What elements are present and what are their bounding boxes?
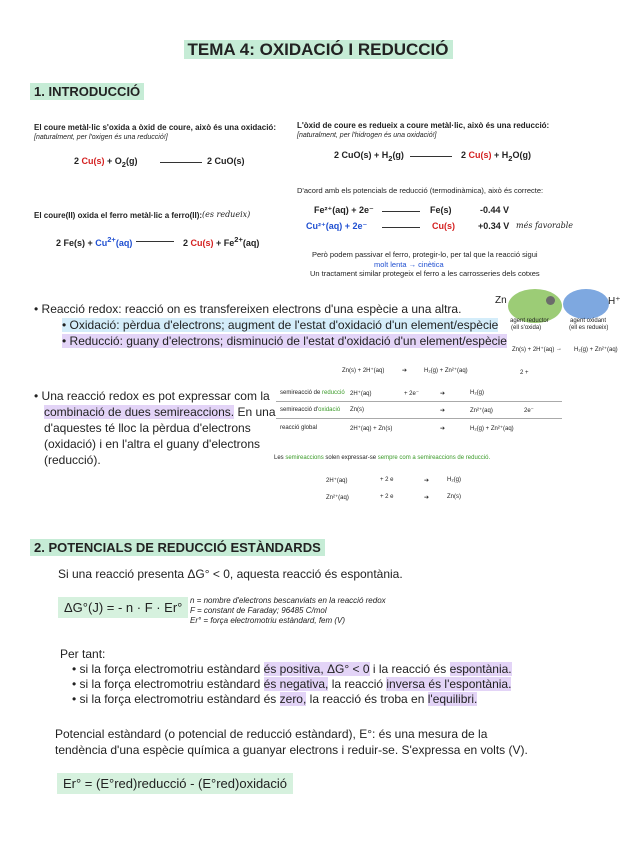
- equation-fe-cu: 2 $Fe(s) + Cu^{2+}(aq)$: [56, 235, 133, 248]
- table-divider: [276, 418, 562, 419]
- semireactions-note: Les semireaccions solen expressar-se sempre com a semireaccions de reducció.: [274, 455, 491, 461]
- potential-fe-rhs: Fe(s): [430, 205, 452, 215]
- row2-arrow: ➔: [440, 408, 446, 414]
- semi-text-2: combinació de dues semireaccions. En una: [44, 405, 276, 419]
- section-1-heading: 1. INTRODUCCIÓ: [30, 84, 144, 99]
- diagram-eq-right: H₂(g) + Zn²⁺(aq): [574, 347, 618, 353]
- section-2-heading: 2. POTENCIALS DE REDUCCIÓ ESTÀNDARDS: [30, 540, 325, 555]
- spontaneous-intro: Si una reacció presenta ΔG° < 0, aquesta reacció és espontània.: [58, 567, 403, 581]
- row2-c: Zn²⁺(aq): [470, 408, 493, 414]
- standard-potential-def-2: tendència d'una espècie química a guanyar electrons i reduir-se. S'expressa en volts (V).: [55, 743, 528, 757]
- semi-text-4: (oxidació) i en l'altra el guany d'electrons: [44, 437, 261, 451]
- bullet-negative: • si la força electromotriu estàndard és negativa, la reacció inversa és l'espontània.: [72, 677, 512, 691]
- table-top-left: Zn(s) + 2H⁺(aq): [342, 368, 385, 374]
- agent-oxidant-sub: (ell es redueix): [569, 325, 609, 331]
- half-1-arrow: ➔: [424, 478, 430, 484]
- n-definition: n = nombre d'electrons bescanviats en la reacció redox: [190, 596, 386, 605]
- equation-fe-cu-products: 2 $Cu(s) + Fe^{2+}(aq)$: [183, 235, 260, 248]
- equation-cu-oxidation: 2 $Cu(s) + O_2(g)$: [74, 156, 138, 169]
- electron-dot: [546, 296, 555, 305]
- potential-cu-value: +0.34 V: [478, 221, 510, 231]
- half-1-right: H₂(g): [447, 477, 461, 483]
- h-label: H⁺: [608, 296, 621, 307]
- row3-c: H₂(g) + Zn²⁺(aq): [470, 426, 514, 432]
- half-1-left: 2H⁺(aq): [326, 478, 348, 484]
- half-1-mid: + 2 e: [380, 477, 394, 483]
- potential-fe-lhs: Fe²⁺(aq) + 2e⁻: [314, 205, 374, 215]
- zn-label: Zn: [495, 295, 507, 306]
- half-2-right: Zn(s): [447, 494, 461, 500]
- gibbs-formula: ΔG°(J) = - n · F · Er°: [58, 597, 188, 618]
- half-2-arrow: ➔: [424, 495, 430, 501]
- cuo-reduction-text: L'òxid de coure es redueix a coure metàl·lic, això és una reducció:: [297, 121, 550, 130]
- row3-label: reacció global: [280, 425, 318, 431]
- page-title: TEMA 4: OXIDACIÓ I REDUCCIÓ: [0, 40, 636, 60]
- standard-potential-def-1: Potencial estàndard (o potencial de reducció estàndard), E°: és una mesura de la: [55, 727, 488, 741]
- row1-a: 2H⁺(aq): [350, 391, 372, 397]
- equation-cu-product: 2 CuO(s): [207, 156, 245, 166]
- reduction-definition: • Reducció: guany d'electrons; disminució de l'estat d'oxidació d'un element/espècie: [62, 334, 507, 348]
- diagram-eq-left: Zn(s) + 2H⁺(aq): [512, 347, 555, 353]
- copper-oxidation-text: El coure metàl·lic s'oxida a òxid de coure, això és una oxidació:: [34, 123, 276, 132]
- oxidation-definition: • Oxidació: pèrdua d'electrons; augment de l'estat d'oxidació d'un element/espècie: [62, 318, 499, 332]
- agent-reductor-sub: (ell s'oxida): [511, 325, 542, 331]
- f-definition: F = constant de Faraday; 96485 C/mol: [190, 606, 327, 615]
- arrow: [160, 162, 202, 163]
- row2-d: 2e⁻: [524, 408, 534, 414]
- passivate-text: Però podem passivar el ferro, protegir-lo, per tal que la reacció sigui: [312, 250, 538, 259]
- equation-cuo-reduction: 2 $CuO(s) + H_2(g)$: [334, 150, 404, 163]
- e-definition: Er° = força electromotriu estàndard, fem (V): [190, 616, 346, 625]
- diagram-zn-plus: 2 +: [520, 370, 529, 376]
- handwritten-note: (es redueix): [202, 210, 251, 219]
- kinetics-text: molt lenta → cinètica: [374, 260, 444, 269]
- row2-label: semireacció d'oxidació: [280, 407, 341, 413]
- table-divider: [276, 401, 562, 402]
- bullet-zero: • si la força electromotriu estàndard és zero, la reacció és troba en l'equilibri.: [72, 692, 478, 706]
- per-tant: Per tant:: [60, 647, 106, 661]
- agent-oxidant: agent oxidant: [570, 318, 607, 324]
- car-bodies-text: Un tractament similar protegeix el ferro a les carrosseries dels cotxes: [310, 269, 540, 278]
- semi-text-1: • Una reacció redox es pot expressar com la: [34, 389, 270, 403]
- arrow: [382, 211, 420, 212]
- copper-iron-text: El coure(II) oxida el ferro metàl·lic a ferro(II):: [34, 211, 203, 220]
- potential-cu-rhs: Cu(s): [432, 221, 455, 231]
- agent-reductor: agent reductor: [510, 318, 549, 324]
- emf-formula: Er° = (E°red)reducció - (E°red)oxidació: [57, 773, 293, 794]
- cuo-reduction-note: [naturalment, per l'hidrogen és una oxidació!]: [297, 132, 437, 139]
- arrow: [136, 241, 174, 242]
- half-2-mid: + 2 e: [380, 494, 394, 500]
- semi-text-5: (reducció).: [44, 453, 101, 467]
- potentials-intro: D'acord amb els potencials de reducció (termodinàmica), això és correcte:: [297, 186, 544, 195]
- row1-arrow: ➔: [440, 391, 446, 397]
- row2-a: Zn(s): [350, 407, 364, 413]
- arrow: [410, 156, 452, 157]
- row1-label: semireacció de reducció: [280, 390, 345, 396]
- semi-text-3: d'aquestes té lloc la pèrdua d'electrons: [44, 421, 251, 435]
- diagram-arrow: →: [556, 346, 562, 352]
- table-top-arrow: ➔: [402, 368, 408, 374]
- row3-arrow: ➔: [440, 426, 446, 432]
- potential-cu-lhs: Cu²⁺(aq) + 2e⁻: [306, 221, 368, 231]
- bullet-positive: • si la força electromotriu estàndard és positiva, ΔG° < 0 i la reacció és espontània.: [72, 662, 512, 676]
- copper-oxidation-note: [naturalment, per l'oxigen és una reducció!]: [34, 134, 168, 141]
- half-2-left: Zn²⁺(aq): [326, 495, 349, 501]
- row3-a: 2H⁺(aq) + Zn(s): [350, 426, 393, 432]
- table-top-right: H₂(g) + Zn²⁺(aq): [424, 368, 468, 374]
- arrow: [382, 227, 420, 228]
- potential-fe-value: -0.44 V: [480, 205, 510, 215]
- row1-b: + 2e⁻: [404, 391, 420, 397]
- handwritten-favorable: més favorable: [516, 221, 574, 230]
- h-blob: [563, 289, 609, 319]
- redox-definition: • Reacció redox: reacció on es transfereixen electrons d'una espècie a una altra.: [34, 302, 462, 316]
- equation-cuo-products: 2 $Cu(s) + H_2O(g)$: [461, 150, 531, 163]
- row1-c: H₂(g): [470, 390, 484, 396]
